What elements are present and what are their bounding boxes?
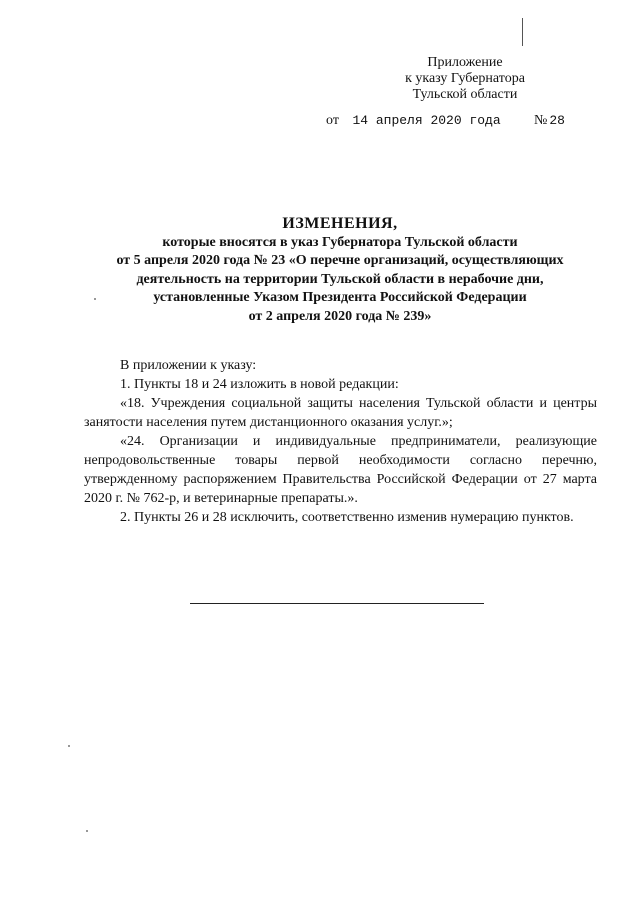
appendix-line: Приложение: [427, 55, 503, 70]
body-paragraph: В приложении к указу:: [120, 358, 257, 373]
title-line: которые вносятся в указ Губернатора Тульской области: [162, 234, 518, 250]
body-paragraph: 2. Пункты 26 и 28 исключить, соответственно изменив нумерацию пунктов.: [120, 510, 574, 525]
title-line: установленные Указом Президента Российской Федерации: [153, 290, 527, 305]
scan-speck: [86, 830, 88, 832]
closing-rule: [190, 603, 484, 604]
title-line: от 5 апреля 2020 года № 23 «О перечне организаций, осуществляющих: [116, 253, 564, 268]
margin-pen-mark: [522, 18, 523, 46]
body-paragraph: «24. Организации и индивидуальные предприниматели, реализующие непродовольственные товары первой необходимости согласно перечню, утвержденному распоряжением Правительства Российской Федерации от 27 марта 2020 г. № 762-р, и ветеринарные препараты.».: [84, 434, 597, 506]
number-value: 28: [549, 113, 565, 128]
number-label: №: [534, 113, 548, 128]
scan-speck: [94, 298, 96, 300]
date-prefix: от: [326, 113, 339, 128]
document-body: [84, 356, 597, 527]
title-line: от 2 апреля 2020 года № 239»: [248, 308, 432, 324]
body-paragraph: «18. Учреждения социальной защиты населения Тульской области и центры занятости населения путем дистанционного оказания услуг.»;: [84, 396, 597, 430]
body-paragraph: 1. Пункты 18 и 24 изложить в новой редакции:: [120, 377, 399, 392]
document-title: [70, 215, 610, 326]
appendix-line: к указу Губернатора: [405, 71, 525, 86]
document-number: [534, 113, 565, 129]
scan-speck: [68, 745, 70, 747]
appendix-line: Тульской области: [412, 87, 518, 102]
appendix-note: [380, 55, 550, 103]
date-value: 14 апреля 2020 года: [352, 113, 501, 128]
title-line: деятельность на территории Тульской области в нерабочие дни,: [136, 271, 544, 287]
date-number-line: [326, 113, 565, 129]
title-heading: ИЗМЕНЕНИЯ,: [282, 215, 398, 232]
